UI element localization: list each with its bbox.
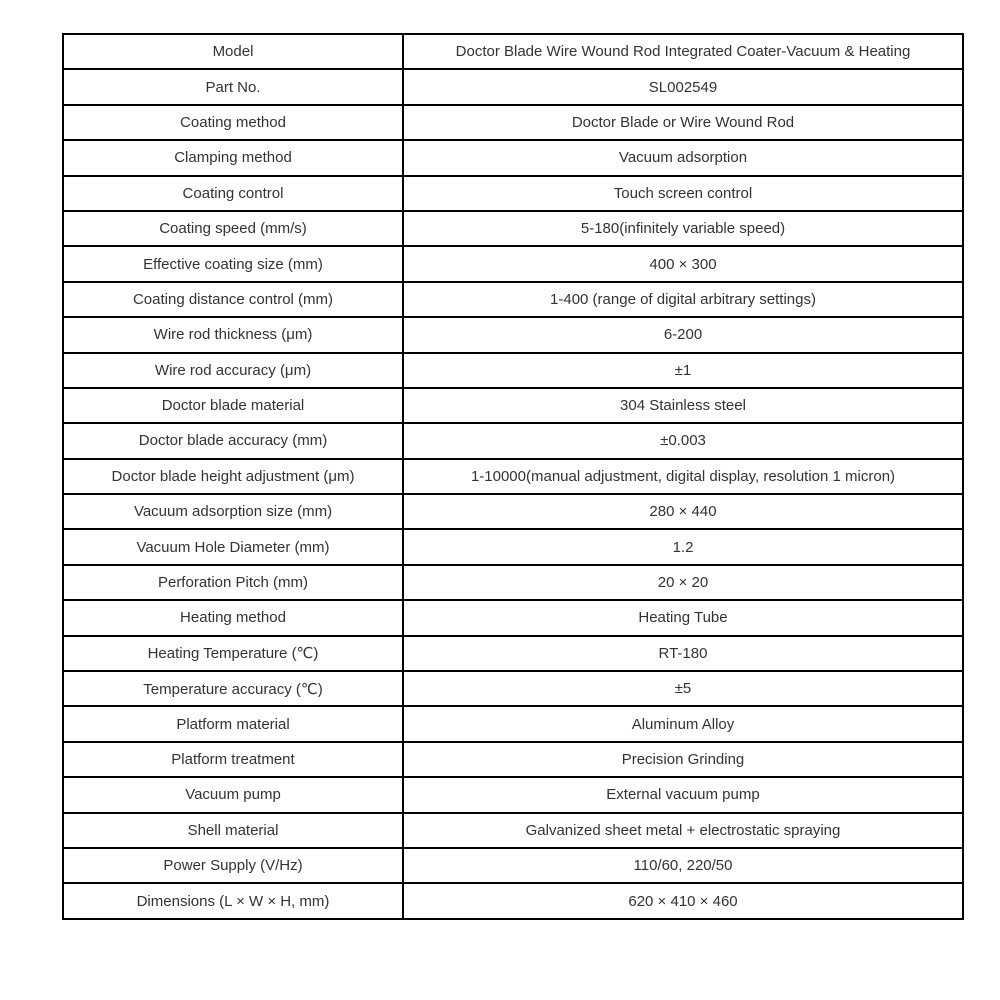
spec-label-coating-speed: Coating speed (mm/s) <box>63 211 403 246</box>
spec-value-doctor-blade-accuracy: ±0.003 <box>403 423 963 458</box>
spec-label-coating-distance-control: Coating distance control (mm) <box>63 282 403 317</box>
spec-value-heating-temperature: RT-180 <box>403 636 963 671</box>
spec-value-perforation-pitch: 20 × 20 <box>403 565 963 600</box>
table-row <box>63 742 963 777</box>
spec-label-effective-coating-size: Effective coating size (mm) <box>63 246 403 281</box>
spec-label-dimensions: Dimensions (L × W × H, mm) <box>63 883 403 918</box>
spec-label-doctor-blade-accuracy: Doctor blade accuracy (mm) <box>63 423 403 458</box>
spec-label-vacuum-adsorption-size: Vacuum adsorption size (mm) <box>63 494 403 529</box>
spec-value-coating-distance-control: 1-400 (range of digital arbitrary settings) <box>403 282 963 317</box>
spec-label-wire-rod-thickness: Wire rod thickness (μm) <box>63 317 403 352</box>
table-row <box>63 34 963 69</box>
spec-value-doctor-blade-height-adjustment: 1-10000(manual adjustment, digital display, resolution 1 micron) <box>403 459 963 494</box>
spec-value-shell-material: Galvanized sheet metal + electrostatic spraying <box>403 813 963 848</box>
table-row <box>63 636 963 671</box>
spec-label-wire-rod-accuracy: Wire rod accuracy (μm) <box>63 353 403 388</box>
table-row <box>63 494 963 529</box>
spec-label-doctor-blade-material: Doctor blade material <box>63 388 403 423</box>
spec-label-part-no: Part No. <box>63 69 403 104</box>
table-row <box>63 848 963 883</box>
table-row <box>63 459 963 494</box>
table-row <box>63 176 963 211</box>
table-row <box>63 140 963 175</box>
table-row <box>63 211 963 246</box>
spec-label-platform-treatment: Platform treatment <box>63 742 403 777</box>
spec-value-wire-rod-accuracy: ±1 <box>403 353 963 388</box>
spec-value-dimensions: 620 × 410 × 460 <box>403 883 963 918</box>
spec-label-heating-temperature: Heating Temperature (℃) <box>63 636 403 671</box>
table-row <box>63 813 963 848</box>
table-row <box>63 317 963 352</box>
table-row <box>63 565 963 600</box>
spec-label-coating-method: Coating method <box>63 105 403 140</box>
spec-label-perforation-pitch: Perforation Pitch (mm) <box>63 565 403 600</box>
spec-value-model: Doctor Blade Wire Wound Rod Integrated Coater-Vacuum & Heating <box>403 34 963 69</box>
spec-value-coating-speed: 5-180(infinitely variable speed) <box>403 211 963 246</box>
spec-value-coating-control: Touch screen control <box>403 176 963 211</box>
spec-value-vacuum-pump: External vacuum pump <box>403 777 963 812</box>
spec-label-heating-method: Heating method <box>63 600 403 635</box>
spec-value-platform-material: Aluminum Alloy <box>403 706 963 741</box>
spec-label-doctor-blade-height-adjustment: Doctor blade height adjustment (μm) <box>63 459 403 494</box>
spec-label-platform-material: Platform material <box>63 706 403 741</box>
spec-value-part-no: SL002549 <box>403 69 963 104</box>
spec-value-platform-treatment: Precision Grinding <box>403 742 963 777</box>
spec-value-effective-coating-size: 400 × 300 <box>403 246 963 281</box>
table-row <box>63 246 963 281</box>
spec-value-vacuum-hole-diameter: 1.2 <box>403 529 963 564</box>
table-row <box>63 423 963 458</box>
table-row <box>63 777 963 812</box>
table-row <box>63 706 963 741</box>
spec-label-temperature-accuracy: Temperature accuracy (℃) <box>63 671 403 706</box>
spec-value-clamping-method: Vacuum adsorption <box>403 140 963 175</box>
table-row <box>63 671 963 706</box>
table-row <box>63 105 963 140</box>
spec-value-wire-rod-thickness: 6-200 <box>403 317 963 352</box>
table-row <box>63 883 963 918</box>
spec-label-vacuum-hole-diameter: Vacuum Hole Diameter (mm) <box>63 529 403 564</box>
spec-table <box>62 33 964 920</box>
spec-value-coating-method: Doctor Blade or Wire Wound Rod <box>403 105 963 140</box>
spec-label-model: Model <box>63 34 403 69</box>
spec-label-clamping-method: Clamping method <box>63 140 403 175</box>
table-row <box>63 353 963 388</box>
table-row <box>63 282 963 317</box>
table-row <box>63 600 963 635</box>
table-row <box>63 529 963 564</box>
spec-value-heating-method: Heating Tube <box>403 600 963 635</box>
spec-label-shell-material: Shell material <box>63 813 403 848</box>
spec-value-vacuum-adsorption-size: 280 × 440 <box>403 494 963 529</box>
spec-value-temperature-accuracy: ±5 <box>403 671 963 706</box>
spec-label-coating-control: Coating control <box>63 176 403 211</box>
spec-label-vacuum-pump: Vacuum pump <box>63 777 403 812</box>
table-row <box>63 388 963 423</box>
table-row <box>63 69 963 104</box>
spec-value-power-supply: 110/60, 220/50 <box>403 848 963 883</box>
spec-label-power-supply: Power Supply (V/Hz) <box>63 848 403 883</box>
spec-value-doctor-blade-material: 304 Stainless steel <box>403 388 963 423</box>
